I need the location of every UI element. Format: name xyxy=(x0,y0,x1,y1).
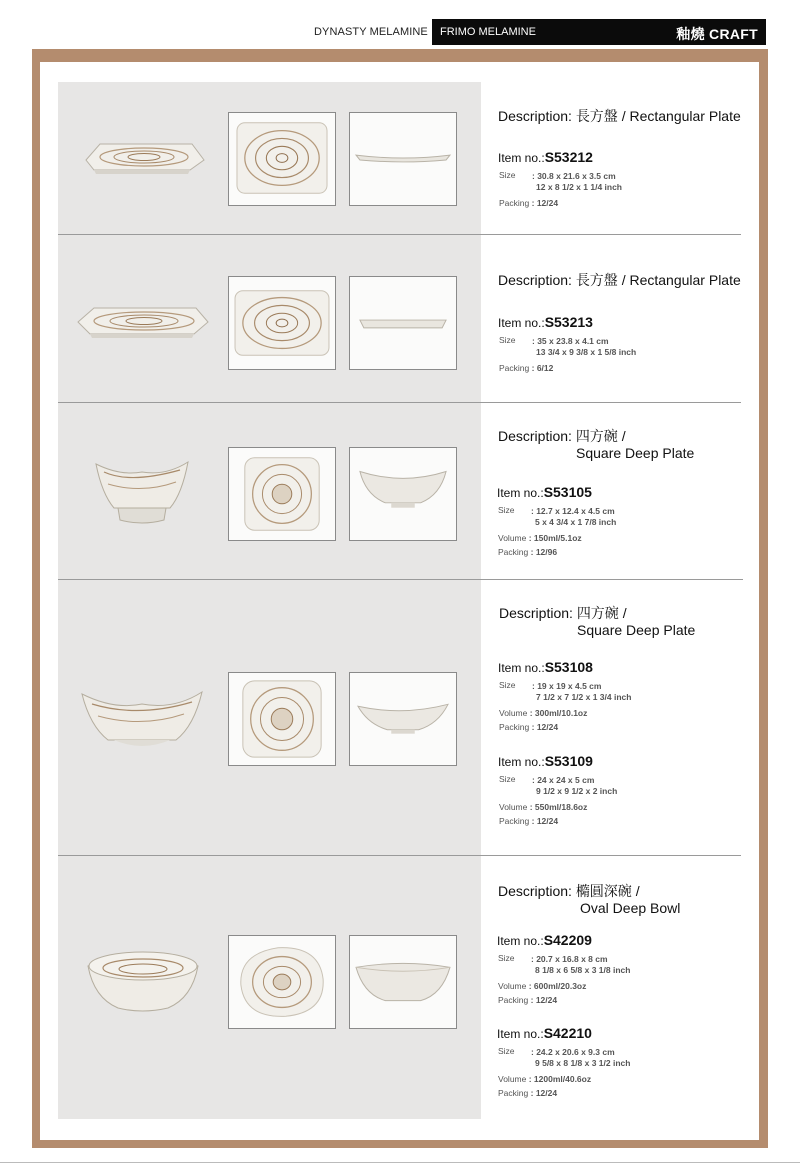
square-bowl-side xyxy=(349,672,457,766)
item-number: Item no.:S53109 xyxy=(498,753,593,769)
size-cm: : 19 x 19 x 4.5 cm xyxy=(532,681,602,691)
oval-bowl-top xyxy=(228,935,336,1029)
brand-frimo: FRIMO MELAMINE xyxy=(440,26,536,38)
size-label: Size xyxy=(499,680,516,690)
packing: Packing : 12/24 xyxy=(499,722,559,732)
product-description-line2: Square Deep Plate xyxy=(576,445,695,461)
size-inch: 9 1/2 x 9 1/2 x 2 inch xyxy=(536,786,618,796)
size-inch: 13 3/4 x 9 3/8 x 1 5/8 inch xyxy=(536,347,637,357)
packing: Packing : 12/24 xyxy=(498,1088,558,1098)
square-bowl-perspective xyxy=(78,682,206,760)
row-divider xyxy=(58,402,741,403)
product-description: Description: 橢圓深碗 / xyxy=(498,883,640,899)
packing: Packing : 6/12 xyxy=(499,363,554,373)
product-description: Description: 長方盤 / Rectangular Plate xyxy=(498,108,741,124)
size-inch: 8 1/8 x 6 5/8 x 3 1/8 inch xyxy=(535,965,631,975)
size-label: Size xyxy=(499,335,516,345)
header-bar xyxy=(432,19,766,45)
plate-photo-side xyxy=(349,112,457,206)
item-number: Item no.:S42209 xyxy=(497,932,592,948)
size-inch: 5 x 4 3/4 x 1 7/8 inch xyxy=(535,517,617,527)
size-inch: 12 x 8 1/2 x 1 1/4 inch xyxy=(536,182,623,192)
size-label: Size xyxy=(498,1046,515,1056)
square-bowl-perspective xyxy=(90,454,194,534)
volume: Volume : 300ml/10.1oz xyxy=(499,708,588,718)
row-divider xyxy=(58,234,741,235)
volume: Volume : 150ml/5.1oz xyxy=(498,533,582,543)
size-label: Size xyxy=(499,170,516,180)
item-number: Item no.:S53105 xyxy=(497,484,592,500)
size-cm: : 24 x 24 x 5 cm xyxy=(532,775,595,785)
plate-photo-perspective xyxy=(80,132,206,182)
oval-bowl-side xyxy=(349,935,457,1029)
product-description: Description: 長方盤 / Rectangular Plate xyxy=(498,272,741,288)
plate-photo-top xyxy=(228,276,336,370)
packing: Packing : 12/96 xyxy=(498,547,558,557)
volume: Volume : 550ml/18.6oz xyxy=(499,802,588,812)
size-inch: 9 5/8 x 8 1/8 x 3 1/2 inch xyxy=(535,1058,631,1068)
plate-photo-perspective xyxy=(74,296,212,346)
size-cm: : 20.7 x 16.8 x 8 cm xyxy=(531,954,608,964)
size-cm: : 24.2 x 20.6 x 9.3 cm xyxy=(531,1047,615,1057)
size-inch: 7 1/2 x 7 1/2 x 1 3/4 inch xyxy=(536,692,632,702)
catalog-page xyxy=(40,62,759,1140)
product-description: Description: 四方碗 / xyxy=(499,605,627,621)
item-number: Item no.:S53213 xyxy=(498,314,593,330)
volume: Volume : 1200ml/40.6oz xyxy=(498,1074,592,1084)
size-label: Size xyxy=(498,953,515,963)
brand-craft: 釉燒 CRAFT xyxy=(676,26,758,42)
product-description-line2: Oval Deep Bowl xyxy=(580,900,681,916)
size-cm: : 12.7 x 12.4 x 4.5 cm xyxy=(531,506,615,516)
product-description: Description: 四方碗 / xyxy=(498,428,626,444)
size-cm: : 30.8 x 21.6 x 3.5 cm xyxy=(532,171,616,181)
square-bowl-top xyxy=(228,447,336,541)
volume: Volume : 600ml/20.3oz xyxy=(498,981,587,991)
row-divider xyxy=(58,855,741,856)
plate-photo-side xyxy=(349,276,457,370)
brand-dynasty: DYNASTY MELAMINE xyxy=(314,26,428,38)
item-number: Item no.:S53108 xyxy=(498,659,593,675)
size-cm: : 35 x 23.8 x 4.1 cm xyxy=(532,336,609,346)
size-label: Size xyxy=(498,505,515,515)
oval-bowl-perspective xyxy=(84,942,202,1018)
packing: Packing : 12/24 xyxy=(498,995,558,1005)
packing: Packing : 12/24 xyxy=(499,816,559,826)
item-number: Item no.:S53212 xyxy=(498,149,593,165)
packing: Packing : 12/24 xyxy=(499,198,559,208)
footer-line xyxy=(0,1162,800,1163)
square-bowl-side xyxy=(349,447,457,541)
catalog-frame xyxy=(32,49,768,1148)
plate-photo-top xyxy=(228,112,336,206)
square-bowl-top xyxy=(228,672,336,766)
size-label: Size xyxy=(499,774,516,784)
product-description-line2: Square Deep Plate xyxy=(577,622,696,638)
row-divider xyxy=(58,579,743,580)
item-number: Item no.:S42210 xyxy=(497,1025,592,1041)
